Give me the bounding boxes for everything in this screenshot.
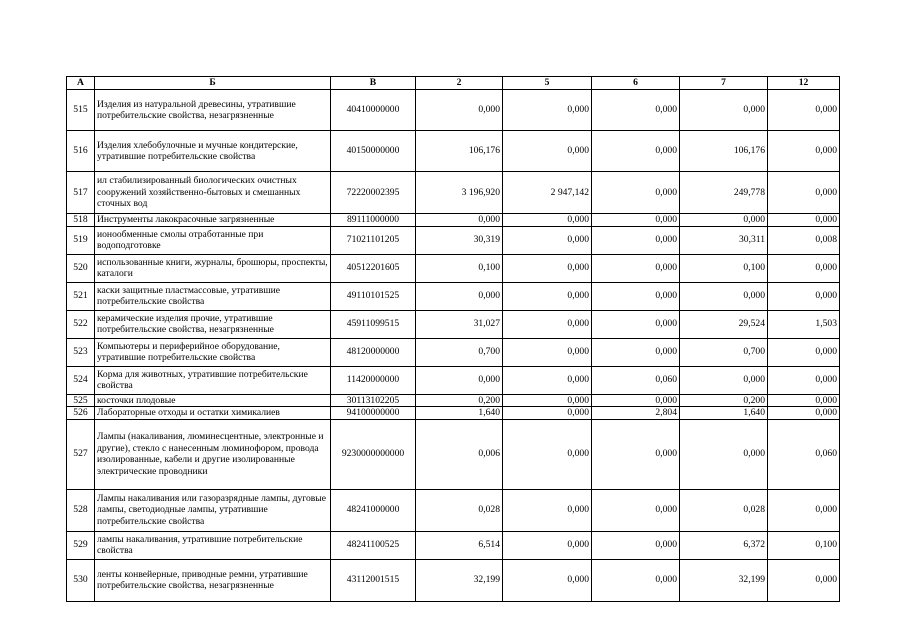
row-col-12: 0,000	[768, 559, 840, 601]
table-row	[67, 419, 840, 489]
row-number: 525	[67, 394, 95, 407]
row-col-7: 249,778	[680, 172, 768, 214]
row-name: косточки плодовые	[95, 394, 331, 407]
row-col-12: 0,000	[768, 366, 840, 394]
row-col-12: 0,000	[768, 214, 840, 227]
header-7: 7	[680, 77, 768, 90]
row-col-12: 0,000	[768, 90, 840, 131]
row-col-12: 0,100	[768, 531, 840, 559]
row-col-7: 106,176	[680, 131, 768, 172]
row-col-7: 32,199	[680, 559, 768, 601]
row-number: 520	[67, 254, 95, 282]
header-b: Б	[95, 77, 331, 90]
row-code: 40512201605	[331, 254, 416, 282]
row-code: 71021101205	[331, 226, 416, 254]
row-name: каски защитные пластмассовые, утратившие потребительские свойства	[95, 282, 331, 310]
row-number: 519	[67, 226, 95, 254]
row-code: 43112001515	[331, 559, 416, 601]
row-col-7: 30,311	[680, 226, 768, 254]
row-col-5: 0,000	[503, 531, 592, 559]
table-row	[67, 90, 840, 131]
row-name: лампы накаливания, утратившие потребительские свойства	[95, 531, 331, 559]
table-row	[67, 559, 840, 601]
row-code: 49110101525	[331, 282, 416, 310]
row-code: 48241000000	[331, 489, 416, 531]
header-row	[67, 77, 840, 90]
row-col-5: 0,000	[503, 366, 592, 394]
row-name: ленты конвейерные, приводные ремни, утратившие потребительские свойства, незагрязненные	[95, 559, 331, 601]
table-row	[67, 282, 840, 310]
row-col-2: 0,000	[416, 214, 503, 227]
header-6: 6	[592, 77, 680, 90]
header-12: 12	[768, 77, 840, 90]
row-col-2: 1,640	[416, 407, 503, 420]
row-name: использованные книги, журналы, брошюры, проспекты, каталоги	[95, 254, 331, 282]
row-col-2: 0,000	[416, 90, 503, 131]
row-col-12: 0,000	[768, 172, 840, 214]
row-number: 517	[67, 172, 95, 214]
row-name: Лампы (накаливания, люминесцентные, электронные и другие), стекло с нанесенным люминофором, провода изолированные, кабели и другие изолированные электрические проводники	[95, 419, 331, 489]
row-col-5: 0,000	[503, 394, 592, 407]
row-col-12: 0,000	[768, 338, 840, 366]
row-col-2: 0,006	[416, 419, 503, 489]
row-name: Компьютеры и периферийное оборудование, утратившие потребительские свойства	[95, 338, 331, 366]
row-number: 524	[67, 366, 95, 394]
row-col-5: 0,000	[503, 282, 592, 310]
row-col-7: 0,000	[680, 214, 768, 227]
row-col-6: 0,000	[592, 282, 680, 310]
row-col-12: 0,060	[768, 419, 840, 489]
header-2: 2	[416, 77, 503, 90]
row-col-12: 0,000	[768, 131, 840, 172]
table-row	[67, 310, 840, 338]
row-col-7: 0,000	[680, 366, 768, 394]
row-col-6: 0,000	[592, 131, 680, 172]
table-row	[67, 254, 840, 282]
row-col-6: 0,060	[592, 366, 680, 394]
row-col-5: 0,000	[503, 419, 592, 489]
row-col-2: 0,100	[416, 254, 503, 282]
row-col-12: 1,503	[768, 310, 840, 338]
table-body	[67, 90, 840, 602]
row-number: 528	[67, 489, 95, 531]
row-col-7: 0,028	[680, 489, 768, 531]
row-col-6: 0,000	[592, 90, 680, 131]
row-code: 72220002395	[331, 172, 416, 214]
row-number: 518	[67, 214, 95, 227]
row-col-12: 0,000	[768, 254, 840, 282]
row-col-5: 0,000	[503, 131, 592, 172]
row-col-2: 6,514	[416, 531, 503, 559]
row-col-7: 0,000	[680, 419, 768, 489]
row-number: 530	[67, 559, 95, 601]
row-name: Лабораторные отходы и остатки химикалиев	[95, 407, 331, 420]
row-col-2: 0,700	[416, 338, 503, 366]
row-number: 529	[67, 531, 95, 559]
row-col-6: 0,000	[592, 559, 680, 601]
row-code: 40410000000	[331, 90, 416, 131]
row-col-12: 0,000	[768, 394, 840, 407]
row-name: керамические изделия прочие, утратившие потребительские свойства, незагрязненные	[95, 310, 331, 338]
row-name: Корма для животных, утратившие потребительские свойства	[95, 366, 331, 394]
row-code: 89111000000	[331, 214, 416, 227]
row-col-7: 0,100	[680, 254, 768, 282]
row-col-5: 0,000	[503, 559, 592, 601]
row-code: 48120000000	[331, 338, 416, 366]
row-col-6: 0,000	[592, 172, 680, 214]
table-row	[67, 407, 840, 420]
row-col-5: 0,000	[503, 254, 592, 282]
row-col-12: 0,000	[768, 489, 840, 531]
table-row	[67, 226, 840, 254]
header-v: В	[331, 77, 416, 90]
table-row	[67, 394, 840, 407]
row-col-7: 0,000	[680, 282, 768, 310]
row-code: 48241100525	[331, 531, 416, 559]
row-col-5: 0,000	[503, 214, 592, 227]
row-col-2: 3 196,920	[416, 172, 503, 214]
header-5: 5	[503, 77, 592, 90]
table-row	[67, 531, 840, 559]
row-col-2: 0,028	[416, 489, 503, 531]
row-col-6: 0,000	[592, 531, 680, 559]
table-row	[67, 489, 840, 531]
row-name: Инструменты лакокрасочные загрязненные	[95, 214, 331, 227]
row-code: 30113102205	[331, 394, 416, 407]
row-col-12: 0,000	[768, 282, 840, 310]
row-name: ил стабилизированный биологических очистных сооружений хозяйственно-бытовых и смешанных сточных вод	[95, 172, 331, 214]
row-name: Лампы накаливания или газоразрядные лампы, дуговые лампы, светодиодные лампы, утратившие потребительские свойства	[95, 489, 331, 531]
row-col-7: 6,372	[680, 531, 768, 559]
table-row	[67, 131, 840, 172]
header-a: А	[67, 77, 95, 90]
table-row	[67, 338, 840, 366]
row-col-6: 0,000	[592, 254, 680, 282]
row-col-7: 0,200	[680, 394, 768, 407]
row-col-2: 0,200	[416, 394, 503, 407]
row-col-2: 31,027	[416, 310, 503, 338]
table-row	[67, 366, 840, 394]
row-col-6: 2,804	[592, 407, 680, 420]
row-code: 40150000000	[331, 131, 416, 172]
row-col-6: 0,000	[592, 214, 680, 227]
row-number: 526	[67, 407, 95, 420]
row-col-2: 106,176	[416, 131, 503, 172]
row-number: 523	[67, 338, 95, 366]
row-col-6: 0,000	[592, 310, 680, 338]
row-number: 515	[67, 90, 95, 131]
row-name: Изделия хлебобулочные и мучные кондитерские, утратившие потребительские свойства	[95, 131, 331, 172]
row-col-5: 0,000	[503, 226, 592, 254]
row-col-6: 0,000	[592, 338, 680, 366]
row-col-5: 0,000	[503, 310, 592, 338]
row-col-5: 0,000	[503, 489, 592, 531]
row-col-5: 0,000	[503, 90, 592, 131]
row-col-12: 0,008	[768, 226, 840, 254]
row-name: ионообменные смолы отработанные при водоподготовке	[95, 226, 331, 254]
row-col-6: 0,000	[592, 226, 680, 254]
row-col-6: 0,000	[592, 489, 680, 531]
row-number: 521	[67, 282, 95, 310]
table-row	[67, 214, 840, 227]
row-col-2: 0,000	[416, 282, 503, 310]
row-col-7: 1,640	[680, 407, 768, 420]
row-col-6: 0,000	[592, 419, 680, 489]
row-col-7: 29,524	[680, 310, 768, 338]
row-name: Изделия из натуральной древесины, утратившие потребительские свойства, незагрязненные	[95, 90, 331, 131]
table-row	[67, 172, 840, 214]
row-code: 94100000000	[331, 407, 416, 420]
row-number: 516	[67, 131, 95, 172]
row-code: 45911099515	[331, 310, 416, 338]
row-col-12: 0,000	[768, 407, 840, 420]
row-col-5: 0,000	[503, 338, 592, 366]
row-col-7: 0,000	[680, 90, 768, 131]
row-col-2: 0,000	[416, 366, 503, 394]
row-col-7: 0,700	[680, 338, 768, 366]
row-number: 527	[67, 419, 95, 489]
row-code: 11420000000	[331, 366, 416, 394]
row-col-5: 2 947,142	[503, 172, 592, 214]
row-col-6: 0,000	[592, 394, 680, 407]
waste-table	[66, 76, 840, 602]
row-code: 9230000000000	[331, 419, 416, 489]
row-col-2: 30,319	[416, 226, 503, 254]
row-col-5: 0,000	[503, 407, 592, 420]
row-number: 522	[67, 310, 95, 338]
row-col-2: 32,199	[416, 559, 503, 601]
